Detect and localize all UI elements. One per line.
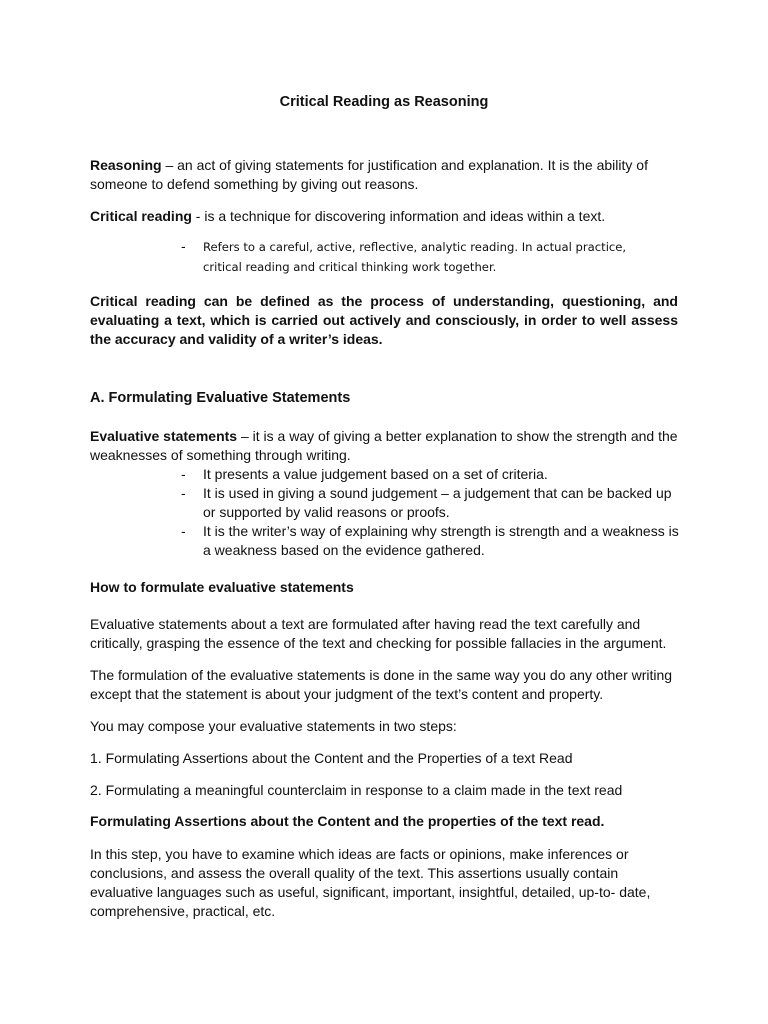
assertions-heading: Formulating Assertions about the Content and the properties of the text read. [90,813,605,829]
how-to-paragraph-2: The formulation of the evaluative statements is done in the same way you do any other writing except that the statement is about your judgment of the text’s content and property. [90,667,673,702]
page-title: Critical Reading as Reasoning [279,94,489,110]
bullet-dash: - [181,466,186,482]
list-item-text: It is used in giving a sound judgement – a judgement that can be backed up or supported by valid reasons or proofs. [203,485,672,520]
step-1: 1. Formulating Assertions about the Content and the Properties of a text Read [90,750,573,766]
list-item [181,484,681,522]
evaluative-statements-term: Evaluative statements [90,428,238,444]
section-a-heading: A. Formulating Evaluative Statements [90,390,351,406]
bullet-dash: - [181,523,186,539]
how-to-paragraph-1: Evaluative statements about a text are formulated after having read the text carefully and critically, grasping the essence of the text and checking for possible fallacies in the argument. [90,616,667,651]
critical-reading-bold-definition: Critical reading can be defined as the process of understanding, questioning, and evaluating a text, which is carried out actively and consciously, in order to well assess the accuracy and validity of a writer’s ideas. [90,293,678,347]
critical-reading-term: Critical reading [90,208,192,224]
note-text: Refers to a careful, active, reflective, analytic reading. In actual practice, critical reading and critical thinking work together. [203,240,627,274]
how-to-heading: How to formulate evaluative statements [90,579,354,595]
evaluative-statements-paragraph [90,427,678,465]
list-item [181,522,681,560]
step-2: 2. Formulating a meaningful counterclaim in response to a claim made in the text read [90,782,623,798]
evaluative-statements-definition: – it is a way of giving a better explanation to show the strength and the weaknesses of something through writing. [90,428,678,463]
bullet-dash: - [181,238,186,254]
assertions-paragraph: In this step, you have to examine which ideas are facts or opinions, make inferences or conclusions, and assess the overall quality of the text. This assertions usually contain evaluative languages such as useful, significant, important, insightful, detailed, up-to- date, comprehensive, practical, etc. [90,846,651,919]
critical-reading-paragraph [90,207,678,226]
list-item-text: It presents a value judgement based on a set of criteria. [203,466,548,482]
reasoning-paragraph [90,156,678,194]
list-item-text: It is the writer’s way of explaining why strength is strength and a weakness is a weakness based on the evidence gathered. [203,523,679,558]
reasoning-definition: – an act of giving statements for justification and explanation. It is the ability of someone to defend something by giving out reasons. [90,157,648,192]
how-to-paragraph-3: You may compose your evaluative statements in two steps: [90,718,457,734]
reasoning-term: Reasoning [90,157,162,173]
bullet-dash: - [181,485,186,501]
critical-reading-definition: - is a technique for discovering information and ideas within a text. [191,208,606,224]
list-item [181,465,681,484]
note-bullet [181,237,661,277]
